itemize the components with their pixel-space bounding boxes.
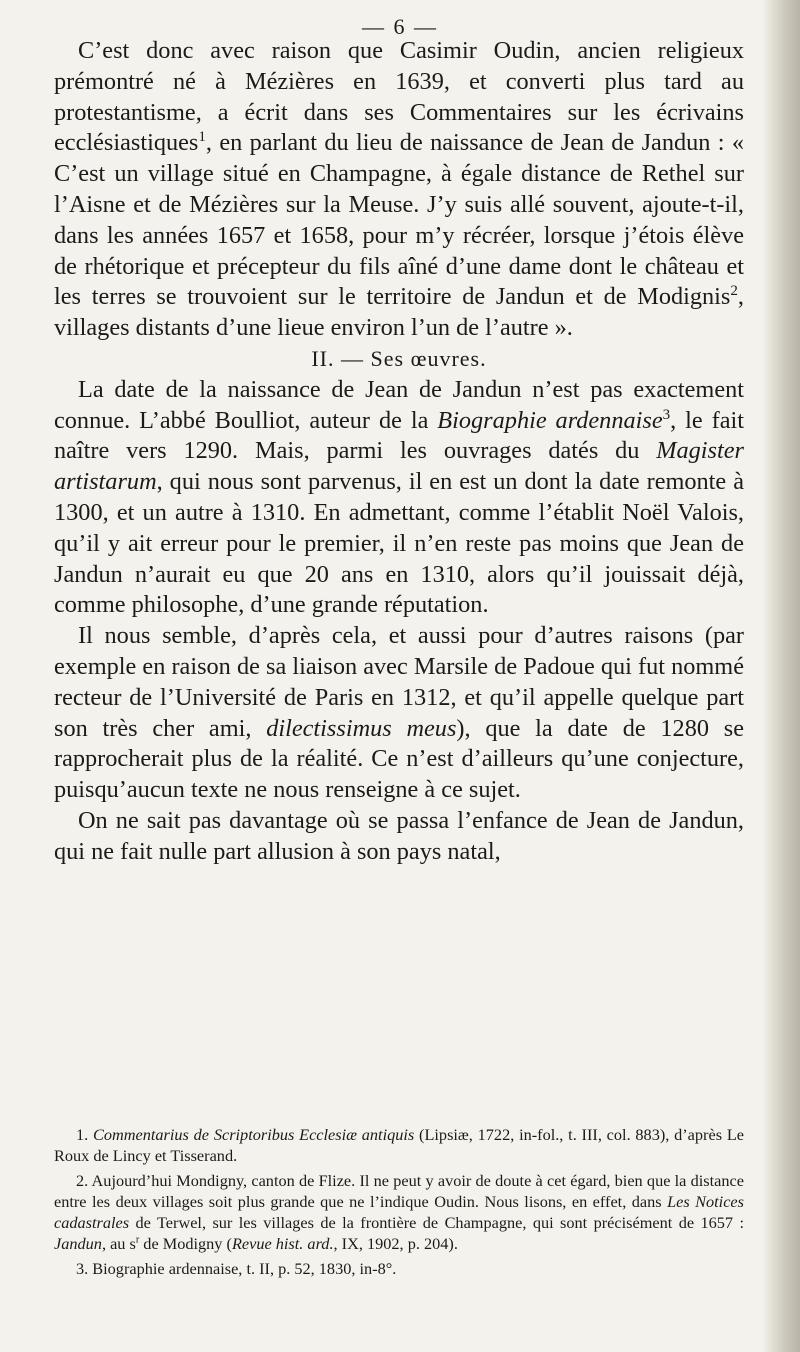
paragraph-2-italic-b: Magister artistarum [54,437,744,496]
section-heading: II. — Ses œuvres. [311,345,487,371]
paragraph-4: On ne sait pas davantage où se passa l’enfance de Jean de Jandun, qui ne fait nulle part allusion à son pays natal, [54,806,744,865]
paragraph-3 [54,621,744,806]
footnote-1-text: (Lipsiæ, 1722, in-fol., t. III, col. 883), d’après Le Roux de Lincy et Tisserand. [54,1125,744,1165]
footnotes [54,1124,744,1283]
footnote-2-text-c: , au s [101,1234,136,1253]
footnote-2-text-a: Aujourd’hui Mondigny, canton de Flize. Il ne peut y avoir de doute à cet égard, bien que la distance entre les deux villages soit plus grande que ne l’indique Oudin. Nous lisons, en effet, dans [54,1171,744,1211]
footnote-2-text-e: , IX, 1902, p. 204). [333,1234,458,1253]
main-text [54,36,744,868]
footnote-2-italic-c: Revue hist. ard. [231,1234,334,1253]
footnote-2-superscript: r [135,1234,140,1246]
footnote-2 [54,1170,744,1254]
footnote-3-number: 3. [76,1259,93,1278]
paragraph-2-italic-a: Biographie ardennaise [437,406,663,434]
footnote-2-text-d: de Modigny ( [139,1234,232,1253]
footnote-3 [54,1258,744,1279]
paragraph-3-italic-a: dilectissimus meus [266,714,457,742]
footnote-1 [54,1124,744,1166]
footnote-ref-2: 2 [730,283,738,300]
paragraph-1-text-b: , en parlant du lieu de naissance de Jean de Jandun : « C’est un village situé en Champagne, à égale distance de Rethel sur l’Aisne et de Mézières sur la Meuse. J’y suis allé souvent, ajoute-t-il, dans les années 1657 et 1658, pour m’y récréer, lorsque j’étois élève de rhétorique et précepteur du fils aîné d’une dame dont le château et les terres se trouvoient sur le territoire de Jandun et de Modignis [54,129,744,311]
footnote-2-text-b: de Terwel, sur les villages de la frontière de Champagne, qui sont précisément de 1657 : [129,1213,744,1232]
paragraph-2-text-b: , le fait naître vers 1290. Mais, parmi les ouvrages datés du [54,406,745,465]
footnote-2-italic-b: Jandun [54,1234,102,1253]
footnote-3-text: Biographie ardennaise, t. II, p. 52, 1830, in-8°. [92,1259,397,1278]
page-edge-shadow [762,0,800,1352]
footnote-2-italic-a: Les Notices cadastrales [54,1192,744,1232]
paragraph-3-text-a: Il nous semble, d’après cela, et aussi pour d’autres raisons (par exemple en raison de sa liaison avec Marsile de Padoue qui fut nommé recteur de l’Université de Paris en 1312, et qu’il appelle quelque part son très cher ami, [54,622,744,742]
paragraph-1-text-c: , villages distants d’une lieue environ l’un de l’autre ». [54,283,744,342]
paragraph-1 [54,36,744,344]
footnote-1-number: 1. [76,1125,93,1144]
paragraph-2 [54,375,744,621]
page-number: — 6 — [362,14,438,39]
paragraph-3-text-b: ), que la date de 1280 se rapprocherait plus de la réalité. Ce n’est d’ailleurs qu’une conjecture, puisqu’aucun texte ne nous renseigne à ce sujet. [54,714,744,804]
footnote-ref-3: 3 [662,406,671,423]
paragraph-2-text-c: , qui nous sont parvenus, il en est un dont la date remonte à 1300, et un autre à 1310. En admettant, comme l’établit Noël Valois, qu’il y ait erreur pour le premier, il n’en reste pas moins que Jean de Jandun n’aurait eu que 20 ans en 1310, alors qu’il jouissait déjà, comme philosophe, d’une grande réputation. [54,468,744,619]
footnote-2-number: 2. [76,1171,92,1190]
paragraph-2-text-a: La date de la naissance de Jean de Jandun n’est pas exactement connue. L’abbé Boulliot, auteur de la [54,375,744,434]
paragraph-1-text-a: C’est donc avec raison que Casimir Oudin, ancien religieux prémontré né à Mézières en 1639, et converti plus tard au protestantisme, a écrit dans ses Commentaires sur les écrivains ecclésiastiques [54,37,744,157]
footnote-1-title: Commentarius de Scriptoribus Ecclesiæ antiquis [93,1125,415,1144]
footnote-ref-1: 1 [198,129,206,146]
